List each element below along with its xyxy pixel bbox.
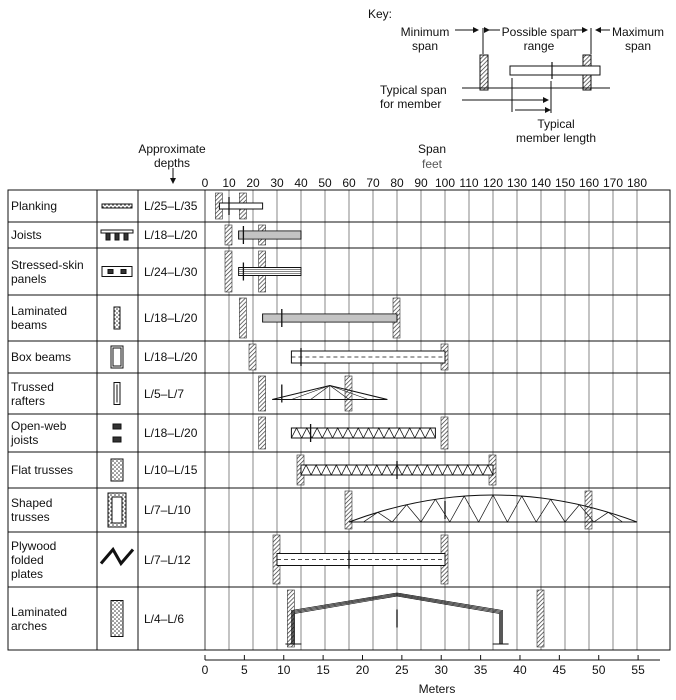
- row-depth: L/18–L/20: [144, 350, 198, 364]
- min-span-marker: [345, 491, 352, 529]
- member-section-icon: [108, 493, 126, 527]
- row-depth: L/25–L/35: [144, 199, 198, 213]
- member-span-bar: [291, 351, 445, 363]
- meter-tick-label: 25: [395, 663, 409, 677]
- row-name: Open-web joists: [11, 419, 67, 447]
- member-section-icon: [114, 307, 120, 329]
- feet-tick-label: 30: [270, 176, 284, 190]
- feet-tick-label: 90: [414, 176, 428, 190]
- member-section-icon: [102, 204, 132, 208]
- row-depth: L/7–L/10: [144, 503, 191, 517]
- min-span-marker: [249, 344, 256, 370]
- member-section-icon: [111, 601, 123, 637]
- member-span-bar: [239, 231, 301, 239]
- member-section-icon: [101, 550, 133, 564]
- feet-tick-label: 140: [530, 176, 552, 190]
- member-span-bar: [239, 268, 301, 276]
- feet-tick-label: 40: [294, 176, 308, 190]
- meter-tick-label: 10: [277, 663, 291, 677]
- feet-tick-label: 180: [626, 176, 648, 190]
- feet-tick-label: 50: [318, 176, 332, 190]
- key-minimum-span-marker: [480, 55, 488, 90]
- member-section-icon: [113, 424, 121, 442]
- row-name: Laminated beams: [11, 304, 68, 332]
- meter-tick-label: 15: [316, 663, 330, 677]
- row-depth: L/5–L/7: [144, 386, 185, 401]
- member-span-bar: [263, 314, 397, 322]
- row-name: Flat trusses: [11, 463, 74, 477]
- row-name: Box beams: [11, 350, 72, 364]
- feet-tick-label: 150: [554, 176, 576, 190]
- row-name: Plywood folded plates: [11, 538, 57, 581]
- feet-tick-label: 110: [459, 176, 479, 190]
- member-span-bar: [291, 428, 435, 438]
- meter-tick-label: 0: [201, 663, 209, 677]
- row-name: Joists: [11, 228, 42, 242]
- feet-tick-label: 80: [390, 176, 404, 190]
- feet-tick-label: 120: [482, 176, 504, 190]
- span-label: Span: [417, 142, 447, 156]
- member-span-bar: [277, 554, 445, 566]
- min-span-marker: [225, 251, 232, 292]
- row-depth: L/24–L/30: [144, 264, 198, 279]
- row-name: Shaped trusses: [11, 496, 53, 524]
- min-span-marker: [239, 298, 246, 338]
- row-name: Laminated arches: [11, 604, 68, 633]
- approximate-depths-label: Approximate depths: [138, 142, 206, 170]
- key-typical-member-length-label: Typical member length: [515, 117, 597, 145]
- feet-tick-label: 20: [246, 176, 260, 190]
- row-name: Trussed rafters: [11, 379, 54, 408]
- min-span-marker: [259, 376, 266, 411]
- row-name: Stressed-skin panels: [11, 257, 84, 286]
- key-minimum-span-label: Minimum span: [400, 25, 450, 53]
- member-section-icon: [102, 267, 132, 277]
- max-span-marker: [537, 590, 544, 647]
- feet-unit-label: feet: [421, 157, 442, 171]
- meter-tick-label: 35: [473, 663, 488, 677]
- max-span-marker: [585, 491, 592, 529]
- feet-tick-label: 0: [201, 176, 209, 190]
- row-depth: L/18–L/20: [144, 311, 198, 325]
- row-depth: L/18–L/20: [144, 426, 198, 440]
- row-depth: L/7–L/12: [144, 552, 191, 567]
- member-section-icon: [111, 346, 123, 368]
- key-maximum-span-label: Maximum span: [611, 25, 664, 53]
- row-depth: L/10–L/15: [144, 463, 198, 477]
- feet-tick-label: 160: [578, 176, 600, 190]
- member-icons: [101, 204, 133, 637]
- chart-frame: [8, 190, 670, 650]
- member-section-icon: [101, 230, 133, 240]
- key-possible-span-range-label: Possible span range: [501, 25, 577, 53]
- span-bars: [215, 193, 637, 647]
- max-span-marker: [441, 417, 448, 449]
- member-span-bar: [219, 203, 262, 209]
- feet-tick-label: 130: [506, 176, 528, 190]
- meter-tick-label: 20: [355, 663, 370, 677]
- feet-tick-label: 60: [342, 176, 356, 190]
- meter-tick-label: 5: [241, 663, 248, 677]
- member-section-icon: [111, 459, 123, 481]
- member-span-bar: [272, 386, 387, 400]
- row-depth: L/4–L/6: [144, 611, 185, 626]
- key-typical-span-label: Typical span for member: [380, 83, 447, 111]
- meter-tick-label: 45: [552, 663, 567, 677]
- key-typical-length-bar: [510, 66, 600, 75]
- feet-tick-label: 70: [366, 176, 380, 190]
- row-depth: L/18–L/20: [144, 228, 198, 242]
- chart-grid: [8, 190, 670, 650]
- min-span-marker: [225, 225, 232, 245]
- member-section-icon: [114, 383, 120, 405]
- feet-tick-label: 100: [434, 176, 456, 190]
- meter-tick-label: 55: [631, 663, 645, 677]
- key-title: Key:: [368, 7, 393, 21]
- meters-unit-label: Meters: [418, 682, 456, 696]
- feet-tick-label: 10: [222, 176, 236, 190]
- meter-tick-label: 50: [592, 663, 606, 677]
- feet-tick-label: 170: [602, 176, 624, 190]
- row-name: Planking: [11, 199, 58, 213]
- meter-tick-label: 30: [434, 663, 448, 677]
- min-span-marker: [259, 417, 266, 449]
- meter-tick-label: 40: [513, 663, 527, 677]
